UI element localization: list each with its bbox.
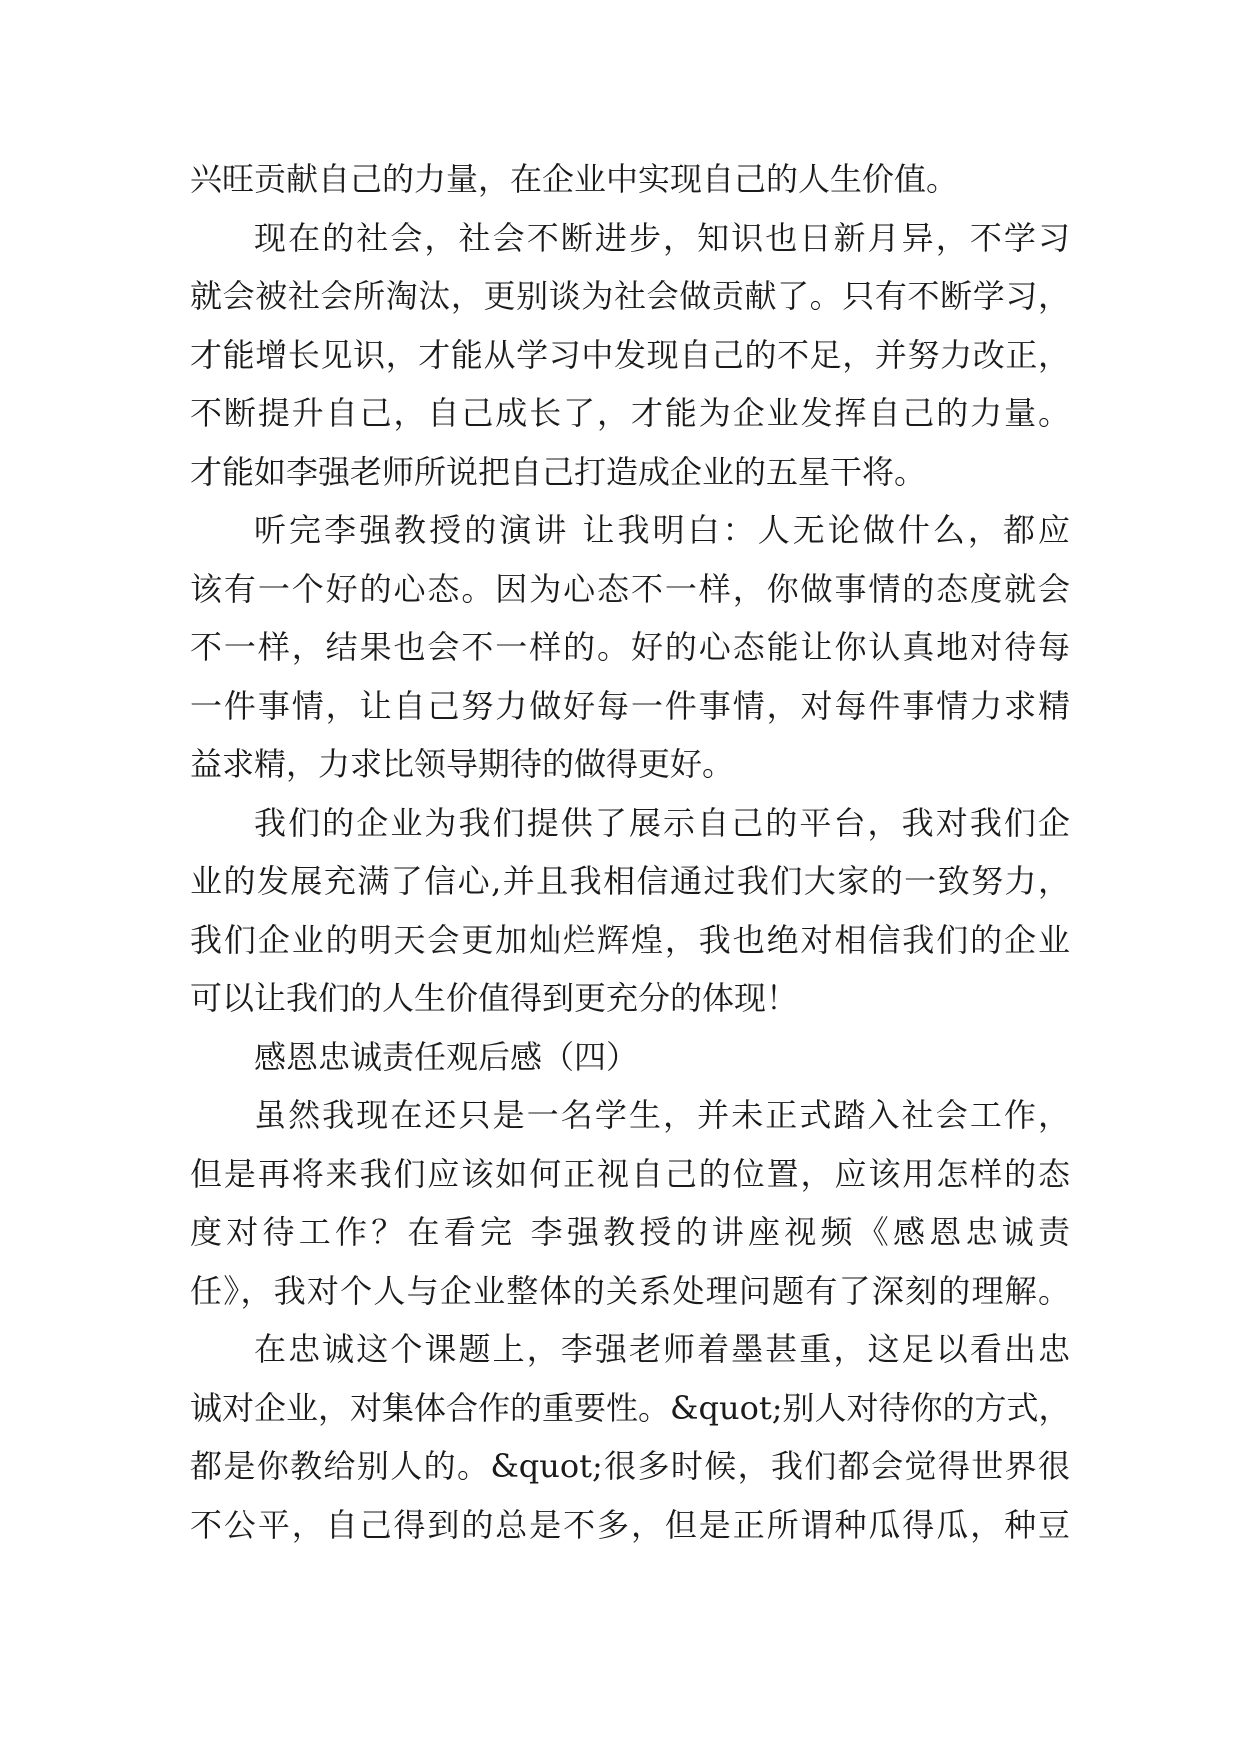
body-text <box>190 150 1070 1554</box>
text-line: 我们的企业为我们提供了展示自己的平台，我对我们企 <box>254 803 1070 842</box>
text-line: 不断提升自己，自己成长了，才能为企业发挥自己的力量。 <box>190 394 1070 432</box>
text-line: 可以让我们的人生价值得到更充分的体现！ <box>190 979 799 1017</box>
text-line: 虽然我现在还只是一名学生，并未正式踏入社会工作， <box>254 1096 1070 1134</box>
text-line: 业的发展充满了信心,并且我相信通过我们大家的一致努力， <box>190 862 1070 900</box>
text-line: 兴旺贡献自己的力量，在企业中实现自己的人生价值。 <box>190 160 959 198</box>
text-line: 一件事情，让自己努力做好每一件事情，对每件事情力求精 <box>190 686 1070 725</box>
text-line: 但是再将来我们应该如何正视自己的位置，应该用怎样的态 <box>190 1154 1070 1193</box>
text-line: 任》，我对个人与企业整体的关系处理问题有了深刻的理解。 <box>190 1271 1070 1310</box>
text-line: 感恩忠诚责任观后感（四） <box>254 1037 639 1076</box>
text-line: 就会被社会所淘汰，更别谈为社会做贡献了。只有不断学习， <box>190 277 1070 315</box>
text-line: 都是你教给别人的。&quot;很多时候，我们都会觉得世界很 <box>190 1447 1070 1485</box>
text-line: 度对待工作？在看完 李强教授的讲座视频《感恩忠诚责 <box>190 1213 1070 1251</box>
text-line: 在忠诚这个课题上，李强老师着墨甚重，这足以看出忠 <box>254 1330 1070 1368</box>
text-line: 才能如李强老师所说把自己打造成企业的五星干将。 <box>190 452 927 491</box>
text-line: 益求精，力求比领导期待的做得更好。 <box>190 745 735 783</box>
text-line: 听完李强教授的演讲 让我明白：人无论做什么，都应 <box>254 511 1070 549</box>
text-line: 才能增长见识，才能从学习中发现自己的不足，并努力改正， <box>190 335 1070 374</box>
text-line: 该有一个好的心态。因为心态不一样，你做事情的态度就会 <box>190 569 1070 608</box>
text-line: 不一样，结果也会不一样的。好的心态能让你认真地对待每 <box>190 628 1070 666</box>
text-line: 不公平，自己得到的总是不多，但是正所谓种瓜得瓜，种豆 <box>190 1505 1070 1544</box>
text-line: 诚对企业，对集体合作的重要性。&quot;别人对待你的方式， <box>190 1388 1071 1427</box>
text-line: 现在的社会，社会不断进步，知识也日新月异，不学习 <box>254 218 1070 257</box>
text-line: 我们企业的明天会更加灿烂辉煌，我也绝对相信我们的企业 <box>190 920 1070 959</box>
